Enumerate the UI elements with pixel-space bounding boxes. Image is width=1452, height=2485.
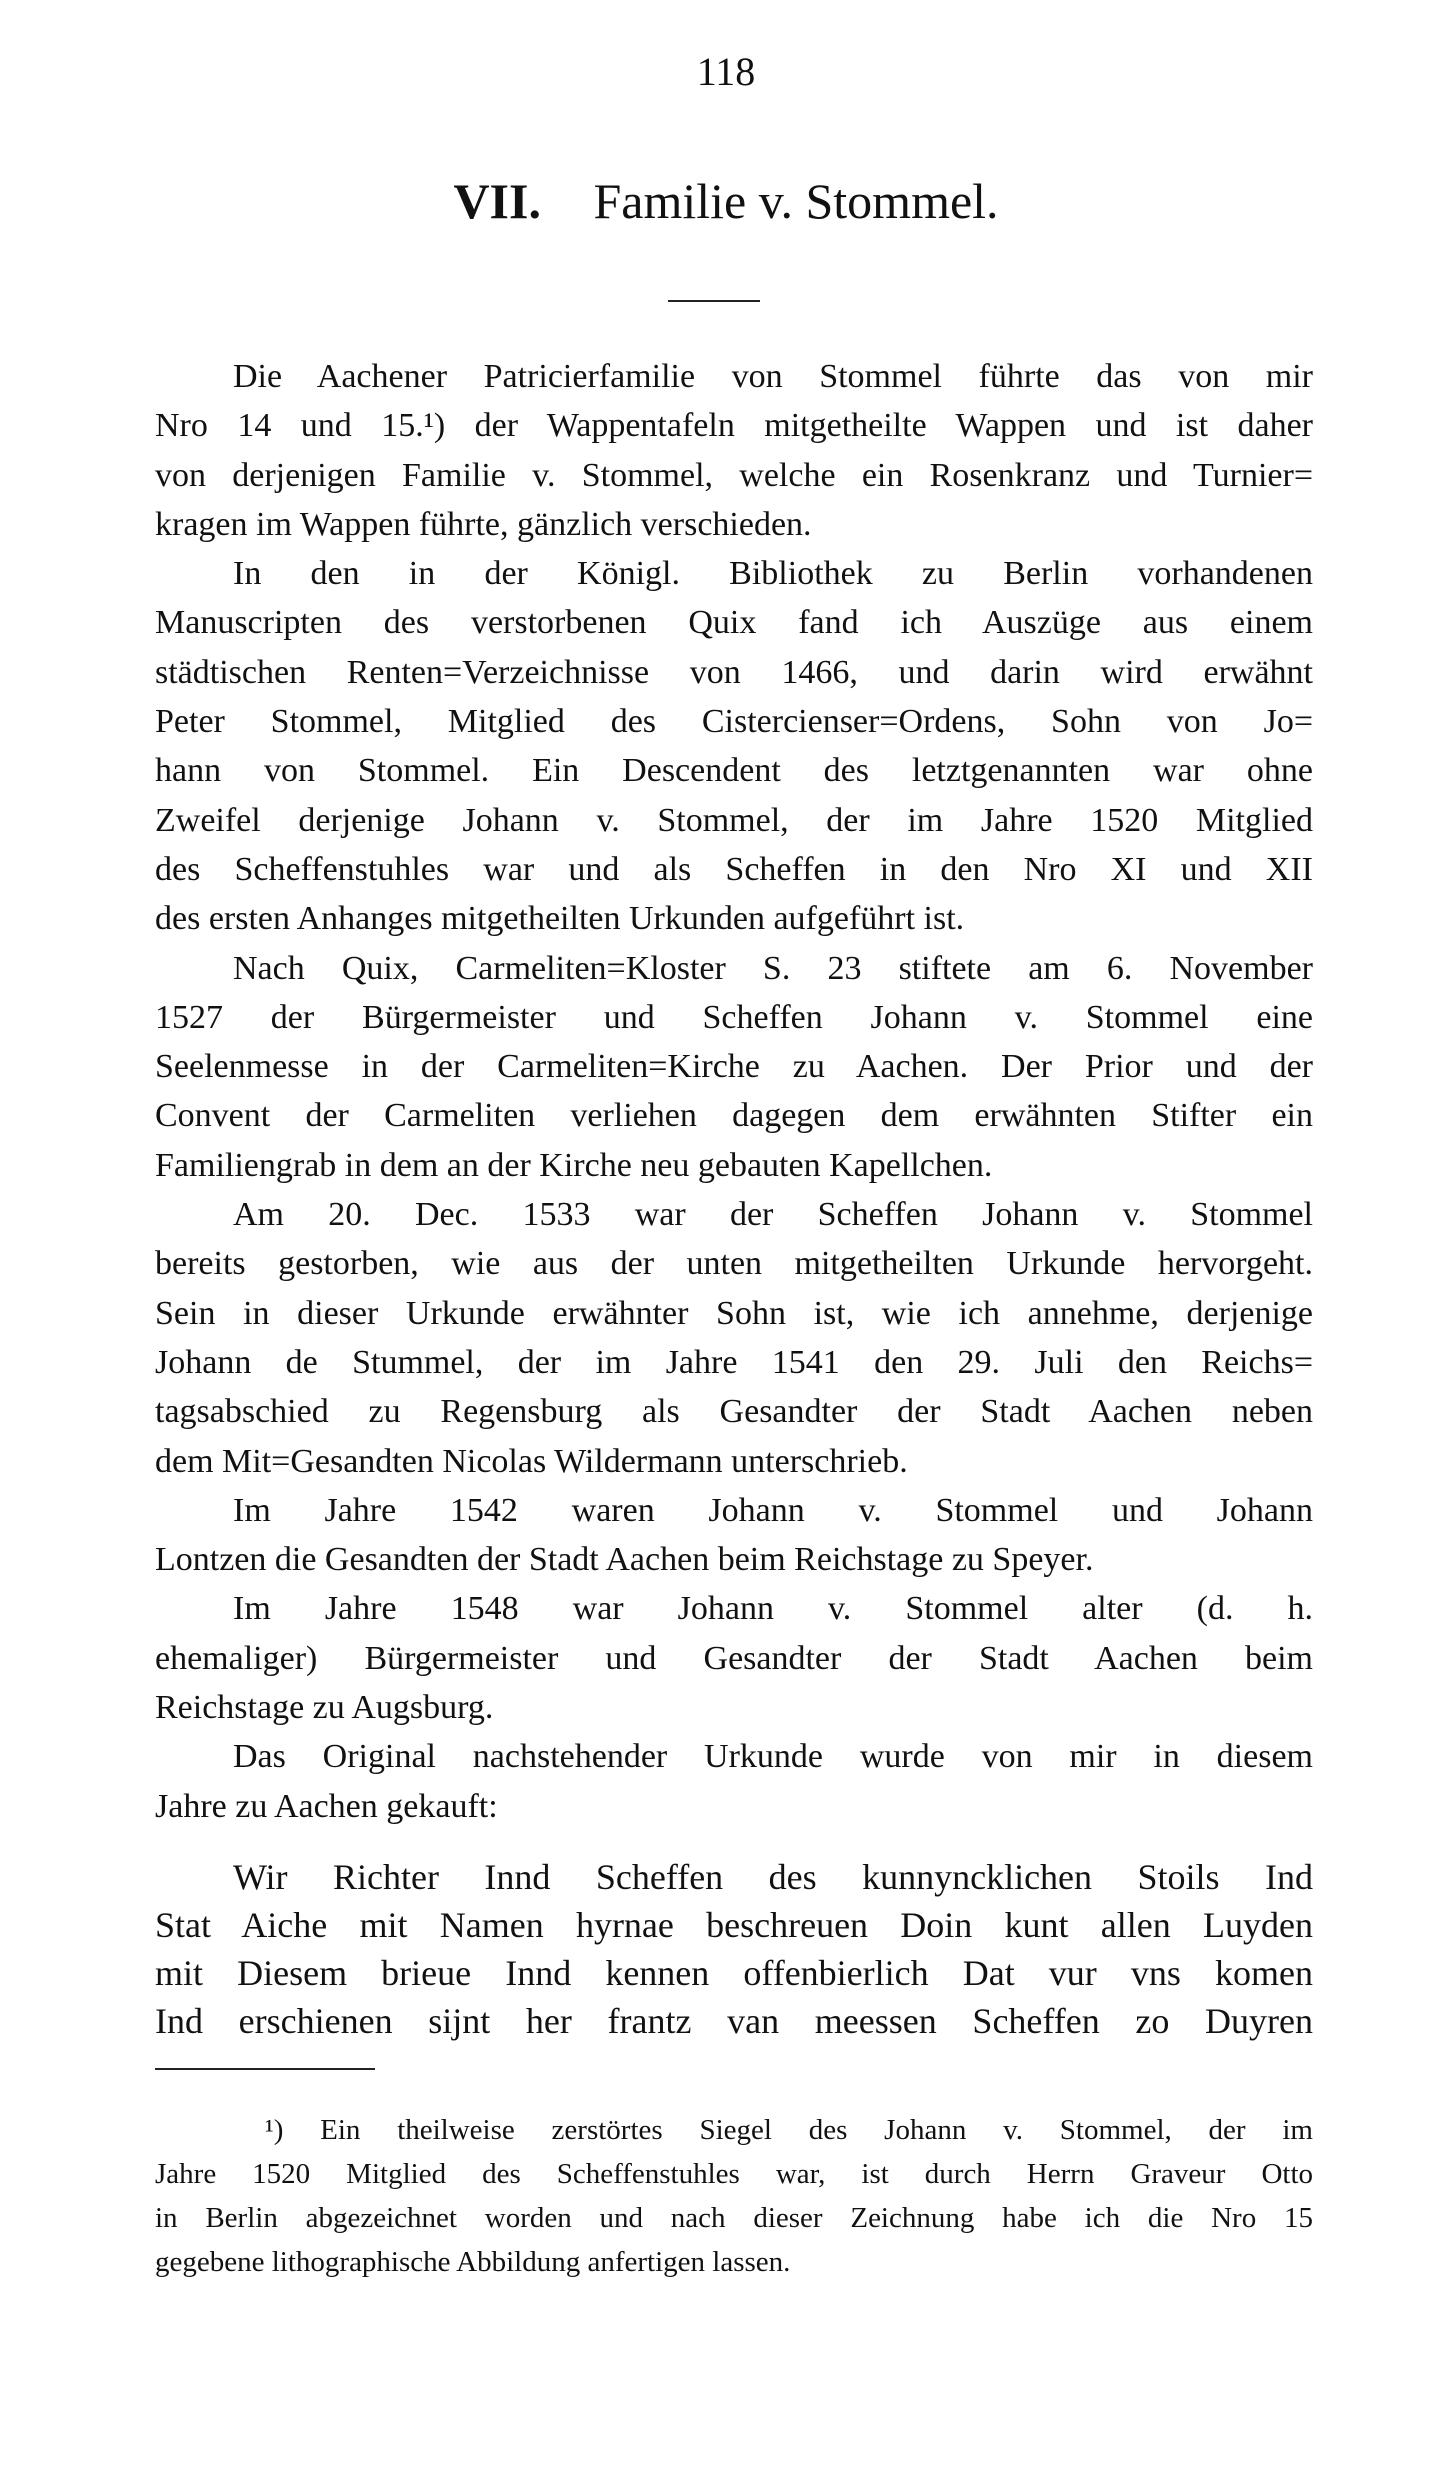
chapter-title [0, 172, 1452, 230]
title-divider [668, 300, 760, 302]
text-line: Convent der Carmeliten verliehen dagegen dem erwähnten Stifter ein [155, 1097, 1313, 1135]
text-line: Seelenmesse in der Carmeliten=Kirche zu Aachen. Der Prior und der [155, 1048, 1313, 1086]
text-line: bereits gestorben, wie aus der unten mitgetheilten Urkunde hervorgeht. [155, 1245, 1313, 1283]
paragraph [155, 1486, 1313, 1585]
text-line: Sein in dieser Urkunde erwähnter Sohn ist, wie ich annehme, derjenige [155, 1294, 1313, 1332]
page-number: 118 [696, 49, 756, 94]
text-line: Im Jahre 1542 waren Johann v. Stommel und Johann [233, 1491, 1313, 1529]
text-line: Wir Richter Innd Scheffen des kunnyncklichen Stoils Ind [233, 1856, 1313, 1897]
footnote-line: Jahre 1520 Mitglied des Scheffenstuhles war, ist durch Herrn Graveur Otto [155, 2158, 1313, 2190]
text-line: des Scheffenstuhles war und als Scheffen in den Nro XI und XII [155, 850, 1313, 888]
text-line: Zweifel derjenige Johann v. Stommel, der im Jahre 1520 Mitglied [155, 801, 1313, 839]
text-line: kragen im Wappen führte, gänzlich verschieden. [155, 505, 812, 543]
text-line: Das Original nachstehender Urkunde wurde von mir in diesem [233, 1738, 1313, 1776]
text-line: dem Mit=Gesandten Nicolas Wildermann unterschrieb. [155, 1442, 908, 1480]
paragraph [155, 549, 1313, 943]
chapter-title-text: Familie v. Stommel. [593, 173, 999, 229]
text-line: Ind erschienen sijnt her frantz van meessen Scheffen zo Duyren [155, 2000, 1313, 2041]
body-text [155, 352, 1313, 2045]
text-line: Peter Stommel, Mitglied des Cistercienser=Ordens, Sohn von Jo= [155, 703, 1313, 741]
footnote-line: ¹) Ein theilweise zerstörtes Siegel des Johann v. Stommel, der im [265, 2114, 1313, 2146]
text-line: hann von Stommel. Ein Descendent des letztgenannten war ohne [155, 752, 1313, 790]
paragraph [155, 944, 1313, 1190]
footnote [155, 2108, 1313, 2284]
text-line: Am 20. Dec. 1533 war der Scheffen Johann v. Stommel [233, 1196, 1313, 1234]
paragraph [155, 1190, 1313, 1486]
text-line: In den in der Königl. Bibliothek zu Berlin vorhandenen [233, 555, 1313, 593]
text-line: Manuscripten des verstorbenen Quix fand ich Auszüge aus einem [155, 604, 1313, 642]
footnote-line: in Berlin abgezeichnet worden und nach dieser Zeichnung habe ich die Nro 15 [155, 2202, 1313, 2234]
text-line: ehemaliger) Bürgermeister und Gesandter der Stadt Aachen beim [155, 1639, 1313, 1677]
text-line: mit Diesem brieue Innd kennen offenbierlich Dat vur vns komen [155, 1952, 1313, 1993]
text-line: des ersten Anhanges mitgetheilten Urkunden aufgeführt ist. [155, 900, 965, 938]
text-line: Jahre zu Aachen gekauft: [155, 1787, 498, 1825]
text-line: Nach Quix, Carmeliten=Kloster S. 23 stiftete am 6. November [233, 949, 1313, 987]
text-line: Die Aachener Patricierfamilie von Stommel führte das von mir [233, 358, 1313, 395]
text-line: Nro 14 und 15.¹) der Wappentafeln mitgetheilte Wappen und ist daher [155, 407, 1313, 445]
chapter-number: VII. [453, 173, 541, 229]
text-line: Johann de Stummel, der im Jahre 1541 den 29. Juli den Reichs= [155, 1343, 1313, 1381]
text-line: Stat Aiche mit Namen hyrnae beschreuen Doin kunt allen Luyden [155, 1904, 1313, 1945]
text-line: Familiengrab in dem an der Kirche neu gebauten Kapellchen. [155, 1146, 993, 1184]
text-line: tagsabschied zu Regensburg als Gesandter der Stadt Aachen neben [155, 1393, 1313, 1431]
paragraph [155, 1584, 1313, 1732]
text-line: Im Jahre 1548 war Johann v. Stommel alter (d. h. [233, 1590, 1313, 1628]
text-line: 1527 der Bürgermeister und Scheffen Johann v. Stommel eine [155, 998, 1313, 1036]
footnote-divider [155, 2068, 375, 2070]
text-line: von derjenigen Familie v. Stommel, welche ein Rosenkranz und Turnier= [155, 456, 1313, 494]
footnote-line: gegebene lithographische Abbildung anfertigen lassen. [155, 2246, 791, 2278]
text-line: städtischen Renten=Verzeichnisse von 1466, und darin wird erwähnt [155, 653, 1313, 691]
text-line: Reichstage zu Augsburg. [155, 1689, 494, 1727]
paragraph [155, 1732, 1313, 1831]
text-line: Lontzen die Gesandten der Stadt Aachen beim Reichstage zu Speyer. [155, 1541, 1094, 1579]
paragraph [155, 352, 1313, 549]
latin-charter-text [155, 1853, 1313, 2045]
